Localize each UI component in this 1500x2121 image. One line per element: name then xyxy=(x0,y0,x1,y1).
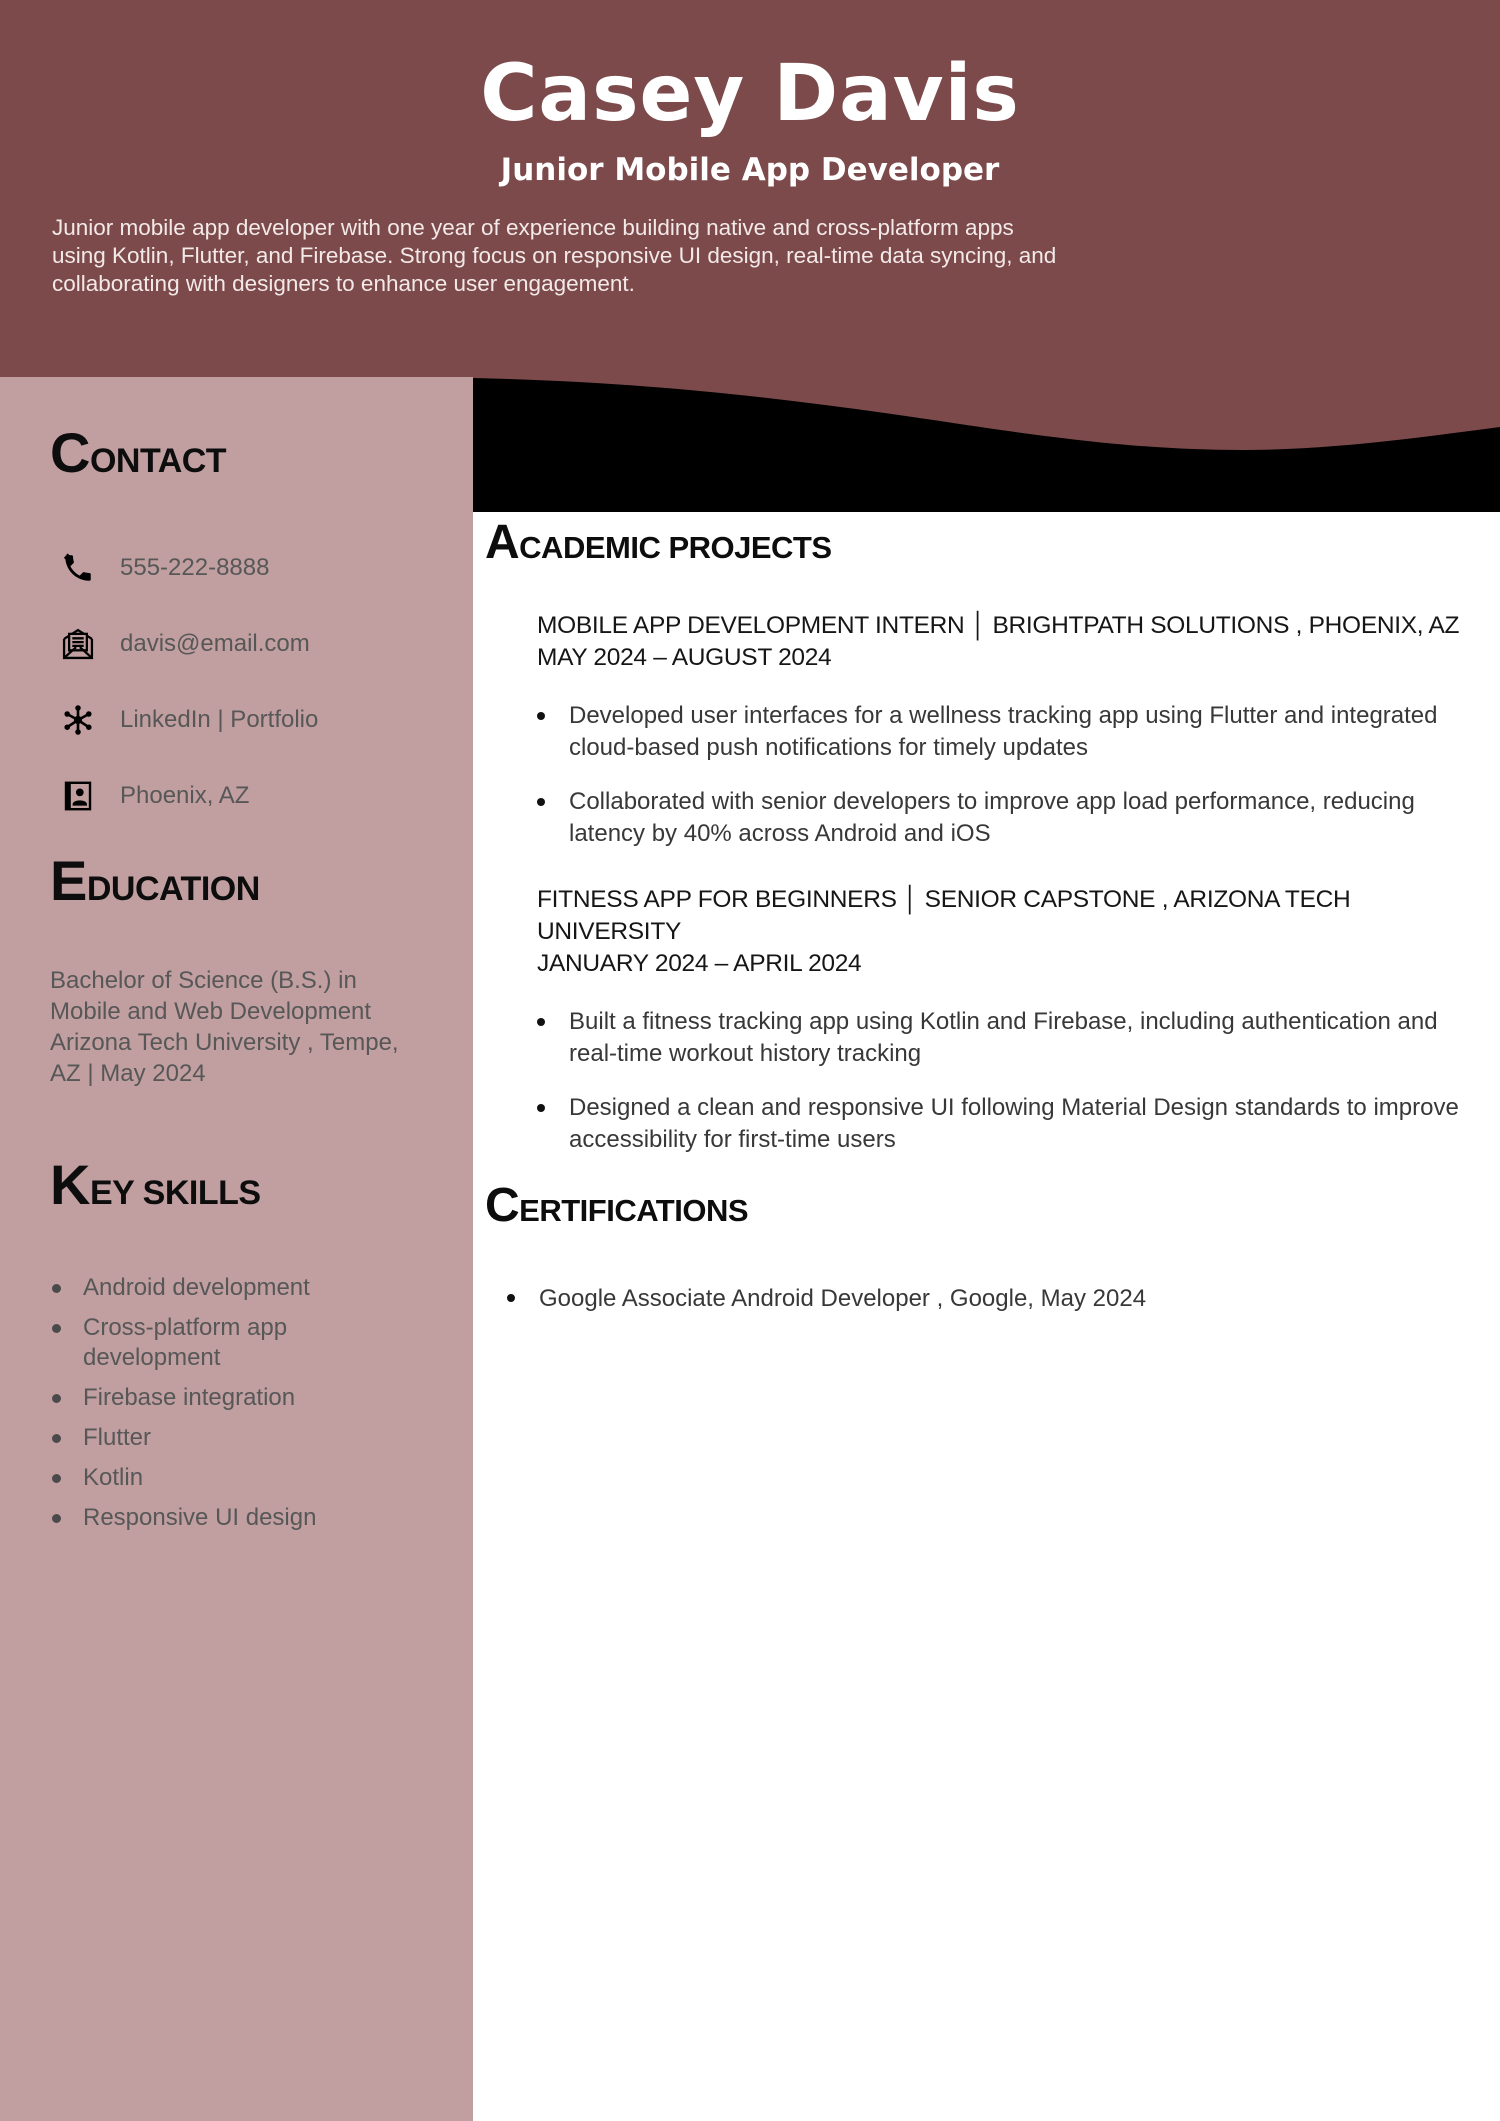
bullet-item xyxy=(507,1283,1467,1315)
bullet-dot-icon xyxy=(52,1474,61,1483)
bullet-dot-icon xyxy=(537,1104,545,1112)
bullet-text: Designed a clean and responsive UI following Material Design standards to improve accessibility for first-time users xyxy=(569,1094,1459,1153)
project-entry xyxy=(537,884,1472,1156)
education-heading: EDUCATION xyxy=(50,849,260,912)
contact-heading: CONTACT xyxy=(50,421,227,484)
bullet-item xyxy=(537,1092,1472,1156)
bullet-dot-icon xyxy=(52,1324,61,1333)
bullet-dot-icon xyxy=(537,712,545,720)
phone-icon xyxy=(58,548,98,588)
skill-item xyxy=(50,1273,350,1303)
contact-row-links xyxy=(50,697,473,743)
network-icon xyxy=(58,700,98,740)
skill-label: Firebase integration xyxy=(83,1384,296,1411)
summary-text: Junior mobile app developer with one year of experience building native and cross-platform apps using Kotlin, Flutter, and Firebase. Strong focus on responsive UI design, real-time data syncing, and collaborating with designers to enhance user engagement. xyxy=(52,214,1057,296)
bullet-dot-icon xyxy=(52,1514,61,1523)
entry-dates: MAY 2024 – AUGUST 2024 xyxy=(537,644,832,671)
entry-title: MOBILE APP DEVELOPMENT INTERN │ BRIGHTPATH SOLUTIONS , PHOENIX, AZ xyxy=(537,612,1460,639)
wave-shape xyxy=(473,377,1500,512)
skill-item xyxy=(50,1463,350,1493)
skill-label: Cross-platform app development xyxy=(83,1314,288,1371)
education-institution: Arizona Tech University , Tempe, AZ | May 2024 xyxy=(50,1029,399,1087)
contact-list xyxy=(50,545,473,819)
entry-title: FITNESS APP FOR BEGINNERS │ SENIOR CAPSTONE , ARIZONA TECH UNIVERSITY xyxy=(537,886,1351,945)
contact-row-location xyxy=(50,773,473,819)
bullet-item xyxy=(537,786,1472,850)
contact-row-email xyxy=(50,621,473,667)
entry-bullet-list xyxy=(537,700,1472,850)
bullet-text: Developed user interfaces for a wellness tracking app using Flutter and integrated cloud-based push notifications for timely updates xyxy=(569,702,1438,761)
bullet-dot-icon xyxy=(52,1394,61,1403)
certifications-heading: CERTIFICATIONS xyxy=(485,1179,749,1232)
academic-projects-heading: ACADEMIC PROJECTS xyxy=(485,516,832,569)
job-title: Junior Mobile App Developer xyxy=(500,151,1000,188)
entry-dates: JANUARY 2024 – APRIL 2024 xyxy=(537,950,862,977)
sidebar xyxy=(0,377,473,2121)
skill-label: Kotlin xyxy=(83,1464,144,1491)
bullet-dot-icon xyxy=(537,798,545,806)
header xyxy=(0,0,1500,377)
page-title: Casey Davis xyxy=(480,49,1020,139)
skill-label: Responsive UI design xyxy=(83,1504,317,1531)
skill-label: Flutter xyxy=(83,1424,152,1451)
key-skills-heading: KEY SKILLS xyxy=(50,1153,261,1216)
certification-text: Google Associate Android Developer , Google, May 2024 xyxy=(539,1285,1147,1312)
skill-item xyxy=(50,1423,350,1453)
bullet-text: Built a fitness tracking app using Kotlin and Firebase, including authentication and real-time workout history tracking xyxy=(569,1008,1438,1067)
bullet-dot-icon xyxy=(507,1294,515,1302)
contact-row-phone xyxy=(50,545,473,591)
wave-divider xyxy=(473,377,1500,512)
links-value: LinkedIn | Portfolio xyxy=(120,706,319,733)
skill-label: Android development xyxy=(83,1274,310,1301)
bullet-item xyxy=(537,700,1472,764)
skill-item xyxy=(50,1503,350,1533)
bullet-dot-icon xyxy=(52,1434,61,1443)
skills-list xyxy=(50,1273,473,1533)
project-entry xyxy=(537,610,1472,850)
skill-item xyxy=(50,1313,350,1373)
entry-bullet-list xyxy=(537,1006,1472,1156)
bullet-text: Collaborated with senior developers to improve app load performance, reducing latency by 40% across Android and iOS xyxy=(569,788,1415,847)
education-degree: Bachelor of Science (B.S.) in Mobile and Web Development xyxy=(50,967,372,1025)
phone-value: 555-222-8888 xyxy=(120,554,270,581)
main-content xyxy=(473,512,1500,1337)
email-value: davis@email.com xyxy=(120,630,310,657)
bullet-dot-icon xyxy=(537,1018,545,1026)
bullet-dot-icon xyxy=(52,1284,61,1293)
education-block xyxy=(50,965,402,1089)
skill-item xyxy=(50,1383,350,1413)
certifications-list xyxy=(507,1283,1500,1315)
email-icon xyxy=(58,624,98,664)
bullet-item xyxy=(537,1006,1472,1070)
location-value: Phoenix, AZ xyxy=(120,782,250,809)
contact-card-icon xyxy=(58,776,98,816)
